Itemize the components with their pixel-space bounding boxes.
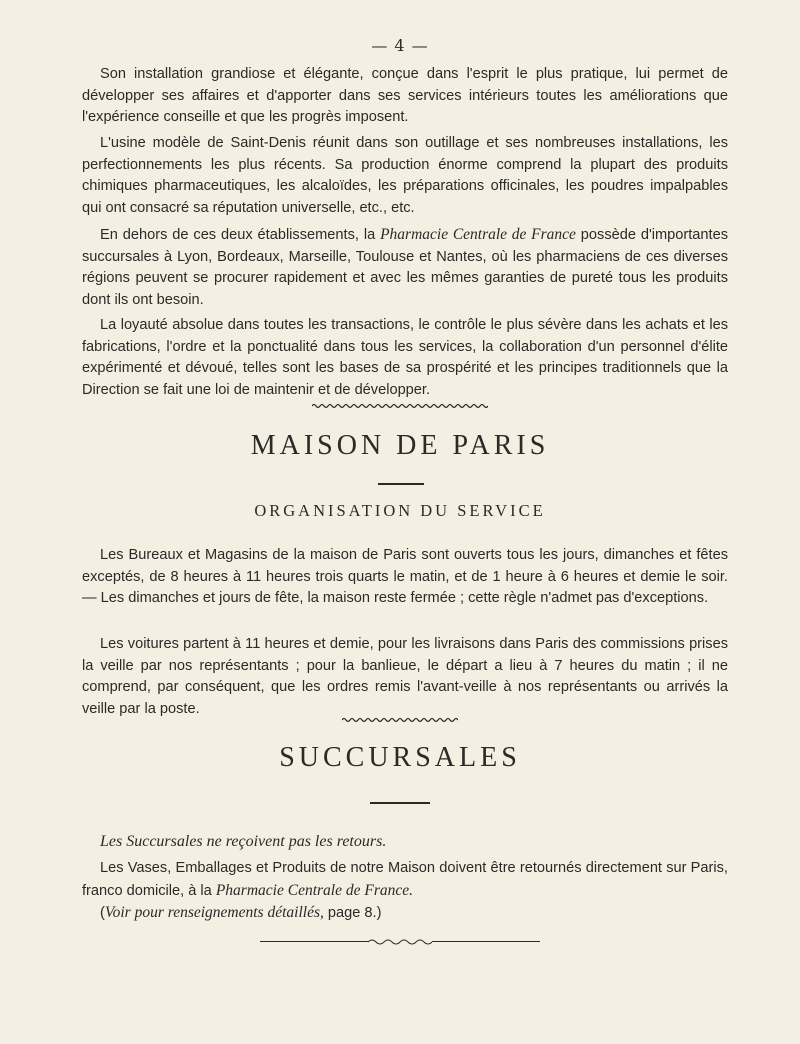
wavy-divider bbox=[342, 717, 458, 723]
paragraph-loyaute: La loyauté absolue dans toutes les transactions, le contrôle le plus sévère dans les achats et les fabrications, l'ordre et la ponctualité dans tous les services, la collaboration d'un personnel d'élite expérimenté et dévoué, telles sont les bases de sa prospérité et les principes traditionnels que la Direction se fait une loi de maintenir et de développer. bbox=[82, 317, 728, 398]
section-subtitle-organisation: ORGANISATION DU SERVICE bbox=[254, 501, 546, 520]
section-title-maison-de-paris: MAISON DE PARIS bbox=[250, 430, 550, 461]
wavy-divider bbox=[312, 403, 488, 409]
paragraph-vases bbox=[82, 858, 728, 902]
title-underline bbox=[370, 802, 430, 804]
italic-company-name: Pharmacie Centrale de France. bbox=[215, 881, 413, 899]
italic-company-name: Pharmacie Centrale de France bbox=[380, 226, 576, 243]
footer-ornament bbox=[260, 938, 540, 946]
paragraph-voitures: Les voitures partent à 11 heures et demie, pour les livraisons dans Paris des commissions prises la veille par nos représentants ; pour la banlieue, le départ a lieu à 7 heures du matin ; il ne comprend, par conséquent, que les ordres remis l'avant-veille à nos représentants ou arrivés la veille par la poste. bbox=[82, 636, 728, 717]
text-segment: En dehors de ces deux établissements, la bbox=[100, 227, 381, 243]
text-segment: possède d'importantes succursales à Lyon, Bordeaux, Marseille, Toulouse et Nantes, où les pharmaciens de ces diverses régions peuvent se procurer rapidement et avec les mêmes garanties de pureté tous les produits dont ils ont besoin. bbox=[82, 227, 729, 308]
title-underline bbox=[378, 483, 424, 485]
paragraph-usine: L'usine modèle de Saint-Denis réunit dans son outillage et ses nombreuses installations, les perfectionnements les plus récents. Sa production énorme comprend la plupart des produits chimiques pharmaceutiques, les alcaloïdes, les préparations officinales, les poudres impalpables qui ont consacré sa réputation universelle, etc., etc. bbox=[82, 135, 728, 216]
section-title-succursales: SUCCURSALES bbox=[279, 742, 521, 773]
paragraph-bureaux: Les Bureaux et Magasins de la maison de Paris sont ouverts tous les jours, dimanches et fêtes exceptés, de 8 heures à 11 heures trois quarts le matin, et de 1 heure à 6 heures et demie le soir. — Les dimanches et jours de fête, la maison reste fermée ; cette règle n'admet pas d'exceptions. bbox=[82, 547, 728, 606]
text-segment: page 8.) bbox=[323, 905, 382, 921]
paragraph-voir-page bbox=[82, 902, 728, 925]
notice-retours: Les Succursales ne reçoivent pas les retours. bbox=[100, 833, 387, 850]
ornament-flourish bbox=[368, 938, 432, 946]
text-segment: Les Vases, Emballages et Produits de notre Maison doivent être retournés directement sur Paris, franco domicile, à la bbox=[82, 860, 728, 899]
paragraph-installation: Son installation grandiose et élégante, conçue dans l'esprit le plus pratique, lui permet de développer ses affaires et d'apporter dans ses services intérieurs toutes les améliorations que l'expérience conseille et que les progrès imposent. bbox=[82, 66, 728, 125]
text-segment: ( bbox=[100, 905, 105, 921]
paragraph-succursales-intro bbox=[82, 224, 728, 311]
page-number: — 4 — bbox=[371, 36, 429, 55]
italic-note: Voir pour renseignements détaillés, bbox=[104, 904, 324, 921]
